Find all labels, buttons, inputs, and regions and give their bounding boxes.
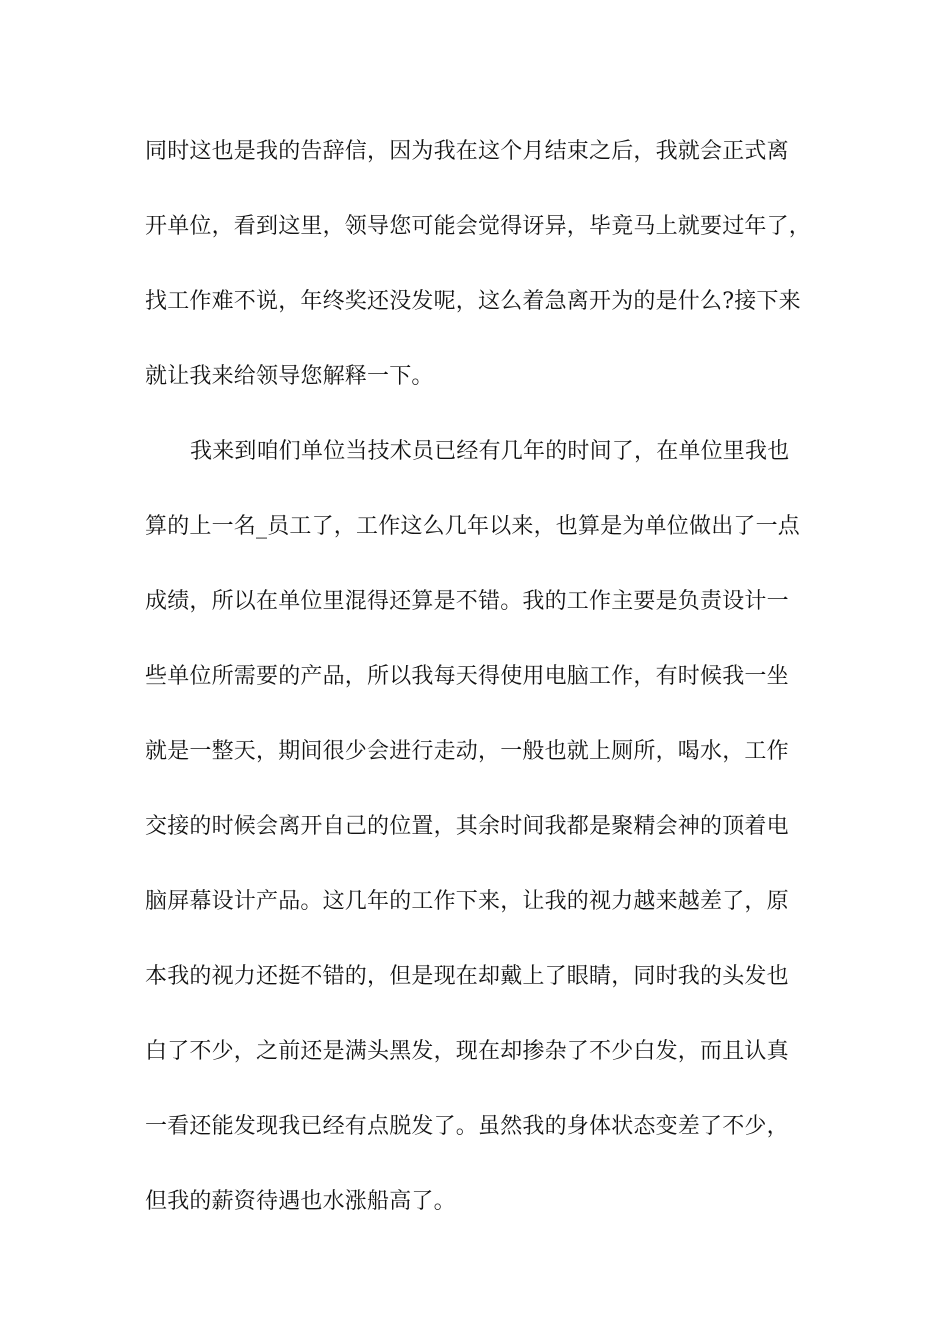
paragraph-line: 些单位所需要的产品，所以我每天得使用电脑工作，有时候我一坐: [145, 664, 789, 689]
paragraph-line: 我来到咱们单位当技术员已经有几年的时间了，在单位里我也: [190, 439, 790, 464]
paragraph-line: 成绩，所以在单位里混得还算是不错。我的工作主要是负责设计一: [145, 589, 789, 614]
paragraph-line: 本我的视力还挺不错的，但是现在却戴上了眼睛，同时我的头发也: [145, 964, 789, 989]
paragraph-line: 就让我来给领导您解释一下。: [145, 364, 434, 389]
paragraph-line: 开单位，看到这里，领导您可能会觉得讶异，毕竟马上就要过年了，: [145, 214, 812, 239]
paragraph-line: 白了不少，之前还是满头黑发，现在却掺杂了不少白发，而且认真: [145, 1039, 789, 1064]
paragraph-line: 一看还能发现我已经有点脱发了。虽然我的身体状态变差了不少，: [145, 1114, 789, 1139]
paragraph-line: 脑屏幕设计产品。这几年的工作下来，让我的视力越来越差了，原: [145, 889, 789, 914]
paragraph-line: 交接的时候会离开自己的位置，其余时间我都是聚精会神的顶着电: [145, 814, 789, 839]
paragraph-line: 但我的薪资待遇也水涨船高了。: [145, 1189, 456, 1214]
paragraph-line: 就是一整天，期间很少会进行走动，一般也就上厕所，喝水，工作: [145, 739, 789, 764]
paragraph-line: 同时这也是我的告辞信，因为我在这个月结束之后，我就会正式离: [145, 139, 789, 164]
paragraph-line: 找工作难不说，年终奖还没发呢，这么着急离开为的是什么?接下来: [145, 289, 801, 314]
paragraph-line: 算的上一名_员工了，工作这么几年以来，也算是为单位做出了一点: [145, 514, 801, 539]
